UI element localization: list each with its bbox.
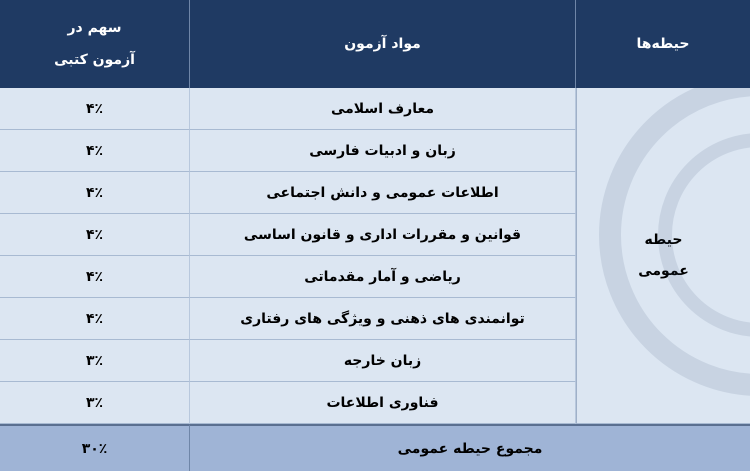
row-share <box>0 130 190 172</box>
domain-cell <box>576 88 750 424</box>
subject-label: زبان خارجه <box>343 352 422 369</box>
footer-total-label-text: مجموع حیطه عمومی <box>397 440 543 457</box>
subject-label: اطلاعات عمومی و دانش اجتماعی <box>266 184 499 201</box>
header-domains-label: حیطه‌ها <box>636 36 690 52</box>
row-subject <box>190 172 576 214</box>
row-subject <box>190 340 576 382</box>
row-share <box>0 298 190 340</box>
subject-label: ریاضی و آمار مقدماتی <box>304 268 461 285</box>
row-subject <box>190 130 576 172</box>
header-share <box>0 0 190 88</box>
share-value: ۳٪ <box>85 394 104 411</box>
row-share <box>0 88 190 130</box>
share-value: ۴٪ <box>85 184 104 201</box>
footer-total-label <box>190 424 750 471</box>
domain-line1: حیطه <box>644 231 683 248</box>
row-subject <box>190 214 576 256</box>
row-subject <box>190 256 576 298</box>
row-subject <box>190 382 576 424</box>
header-domains <box>576 0 750 88</box>
row-subject <box>190 298 576 340</box>
row-subject <box>190 88 576 130</box>
header-share-line2: آزمون کتبی <box>54 52 135 68</box>
header-share-line1: سهم در <box>67 19 122 36</box>
row-share <box>0 340 190 382</box>
domain-line2: عمومی <box>638 262 689 279</box>
share-value: ۴٪ <box>85 268 104 285</box>
subject-label: معارف اسلامی <box>330 100 435 117</box>
share-value: ۴٪ <box>85 100 104 117</box>
share-value: ۳٪ <box>85 352 104 369</box>
share-value: ۴٪ <box>85 142 104 159</box>
subject-label: زبان و ادبیات فارسی <box>309 142 456 159</box>
row-share <box>0 214 190 256</box>
subject-label: توانمندی های ذهنی و ویژگی های رفتاری <box>240 310 525 327</box>
row-share <box>0 172 190 214</box>
header-subjects <box>190 0 576 88</box>
footer-total-share-value: ۳۰٪ <box>81 440 108 457</box>
share-value: ۴٪ <box>85 226 104 243</box>
row-share <box>0 256 190 298</box>
row-share <box>0 382 190 424</box>
footer-total-share <box>0 424 190 471</box>
subject-label: فناوری اطلاعات <box>326 394 439 411</box>
subject-label: قوانین و مقررات اداری و قانون اساسی <box>243 226 522 243</box>
share-value: ۴٪ <box>85 310 104 327</box>
header-subjects-label: مواد آزمون <box>344 36 421 52</box>
